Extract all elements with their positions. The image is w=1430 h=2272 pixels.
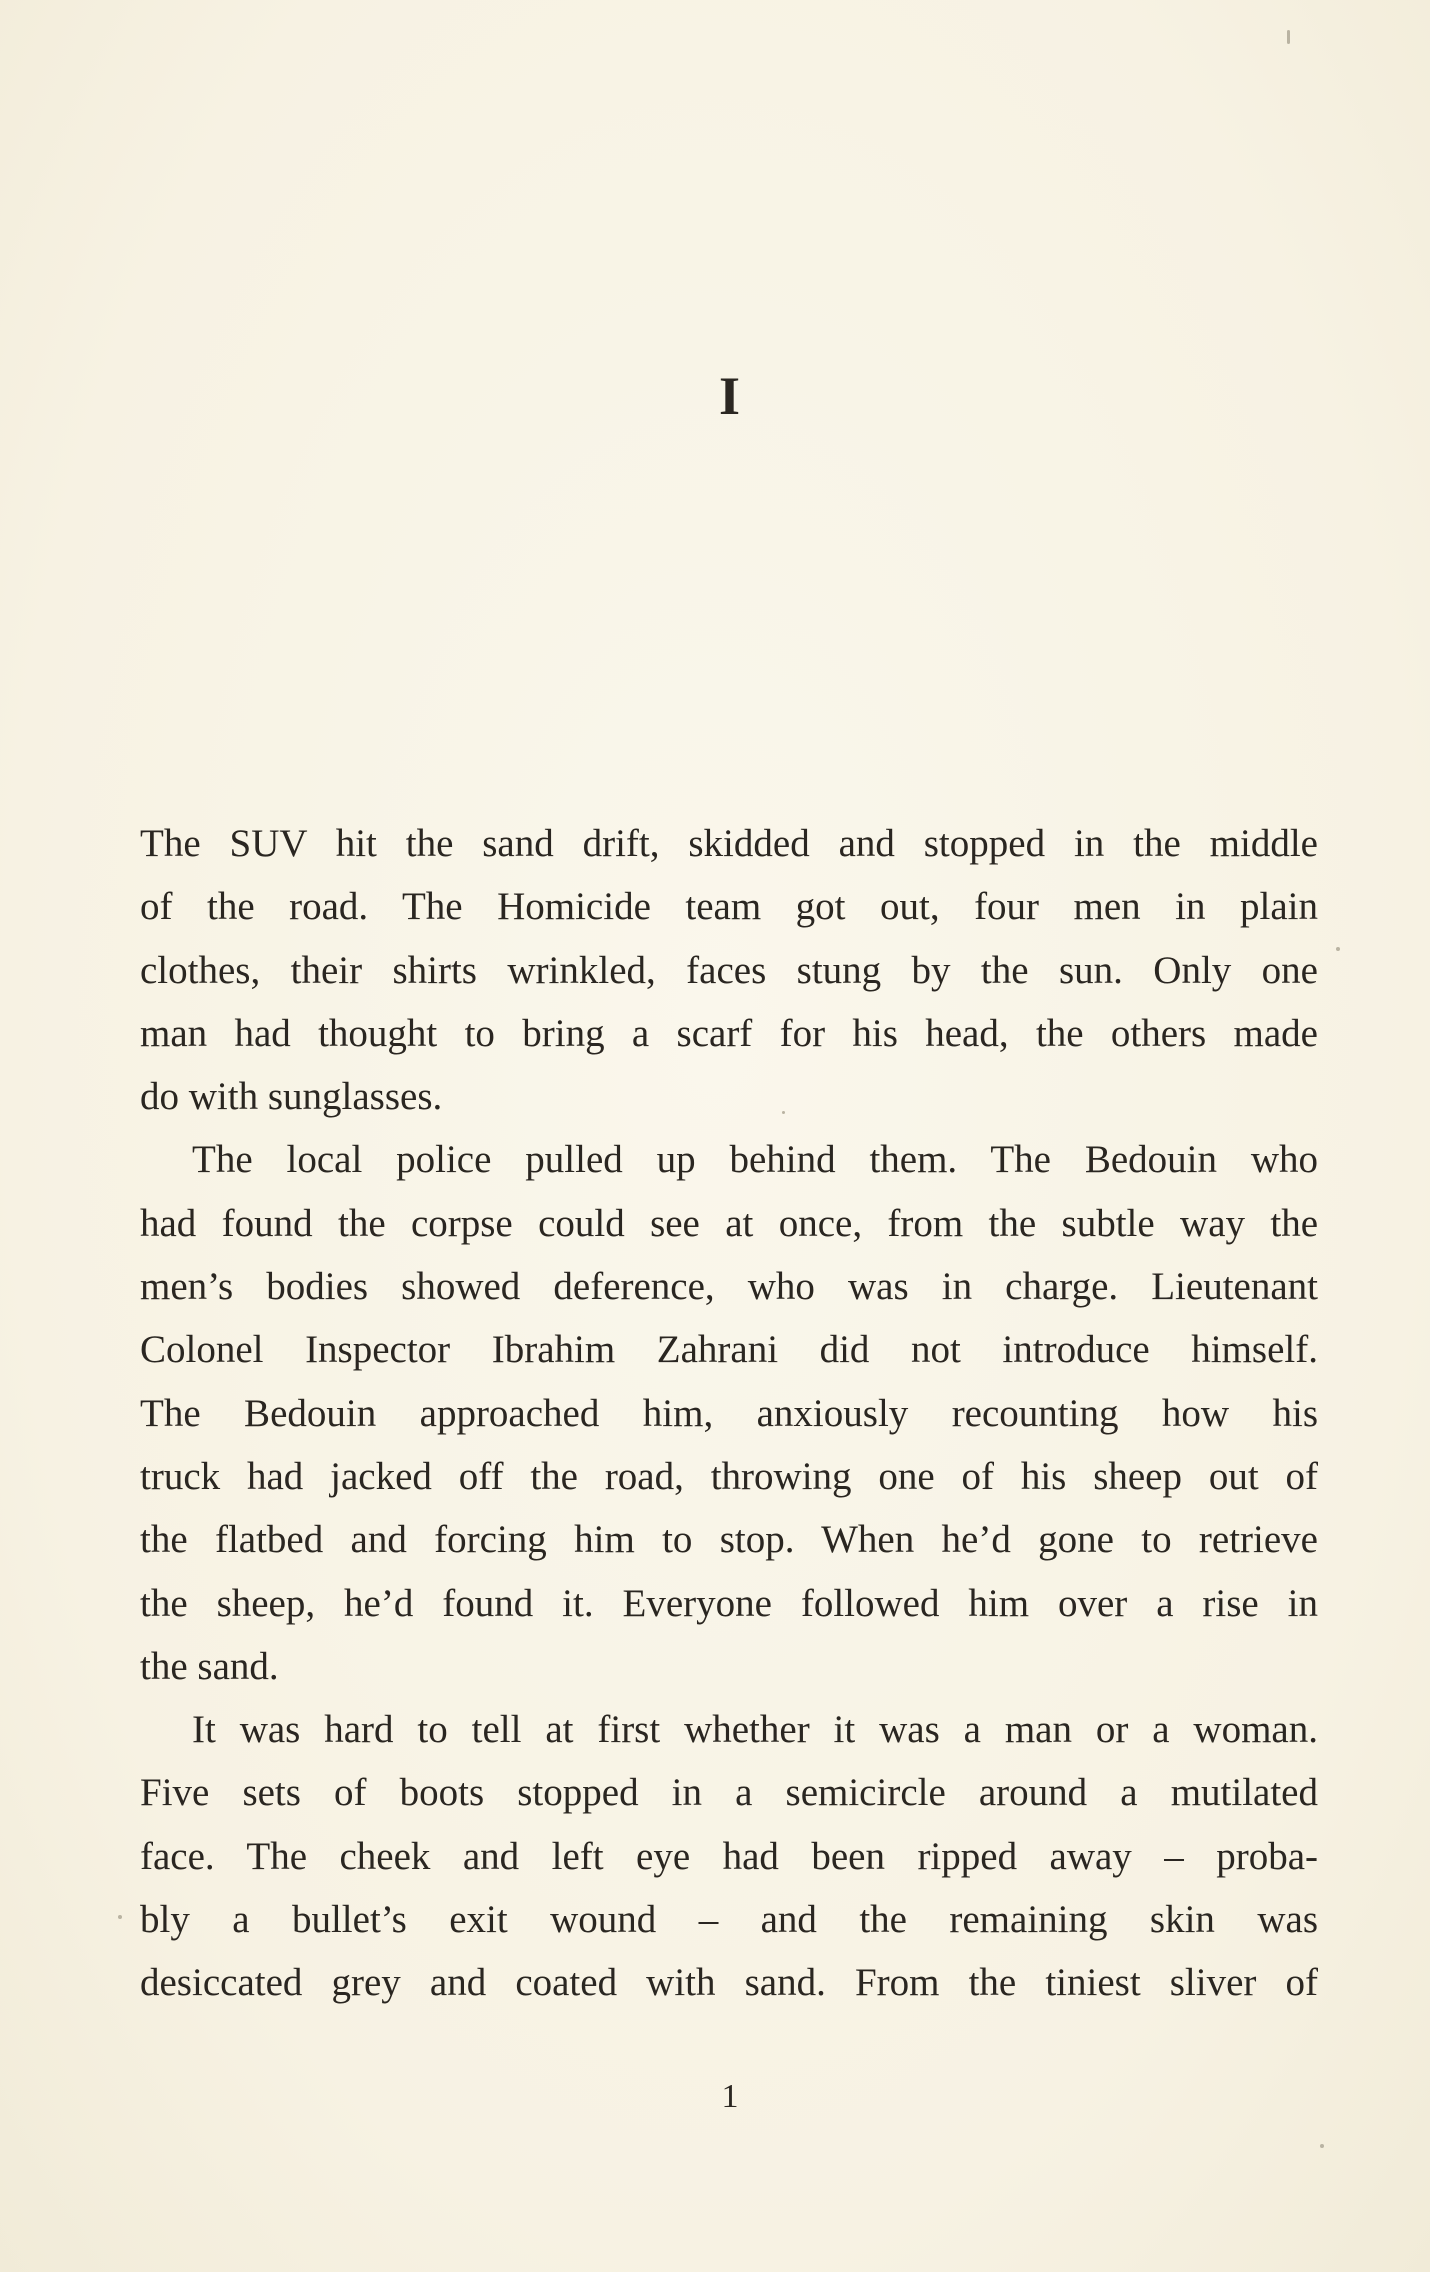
- text-line: The local police pulled up behind them. The Bedouin who: [192, 1138, 1318, 1182]
- text-line: It was hard to tell at first whether it was a man or a woman.: [192, 1708, 1318, 1752]
- paragraph: [140, 1698, 1318, 2014]
- text-line: truck had jacked off the road, throwing one of his sheep out of: [140, 1454, 1318, 1498]
- text-line: Colonel Inspector Ibrahim Zahrani did not introduce himself.: [140, 1328, 1318, 1372]
- paper-speck: [1287, 30, 1290, 44]
- body-text: [140, 812, 1318, 2015]
- text-line: clothes, their shirts wrinkled, faces stung by the sun. Only one: [140, 948, 1318, 992]
- paper-speck: [1320, 2144, 1324, 2148]
- paper-speck: [1336, 947, 1340, 951]
- text-line: do with sunglasses.: [140, 1075, 443, 1119]
- text-line: of the road. The Homicide team got out, four men in plain: [140, 885, 1318, 929]
- text-line: the flatbed and forcing him to stop. When he’d gone to retrieve: [140, 1518, 1318, 1562]
- text-line: face. The cheek and left eye had been ripped away – proba-: [140, 1834, 1318, 1878]
- paragraph: [140, 1128, 1318, 1698]
- text-line: bly a bullet’s exit wound – and the remaining skin was: [140, 1898, 1318, 1942]
- text-line: men’s bodies showed deference, who was in charge. Lieutenant: [140, 1265, 1318, 1309]
- text-line: desiccated grey and coated with sand. From the tiniest sliver of: [140, 1961, 1318, 2005]
- page-number: 1: [721, 2078, 739, 2115]
- text-line: had found the corpse could see at once, from the subtle way the: [140, 1201, 1318, 1245]
- text-line: the sheep, he’d found it. Everyone followed him over a rise in: [140, 1581, 1318, 1625]
- chapter-number: I: [718, 366, 741, 426]
- text-line: man had thought to bring a scarf for his head, the others made: [140, 1011, 1318, 1055]
- text-line: The Bedouin approached him, anxiously recounting how his: [140, 1391, 1318, 1435]
- text-line: Five sets of boots stopped in a semicircle around a mutilated: [140, 1771, 1318, 1815]
- text-line: the sand.: [140, 1644, 279, 1688]
- paragraph: [140, 812, 1318, 1128]
- text-line: The SUV hit the sand drift, skidded and stopped in the middle: [140, 822, 1318, 865]
- paper-speck: [118, 1915, 122, 1919]
